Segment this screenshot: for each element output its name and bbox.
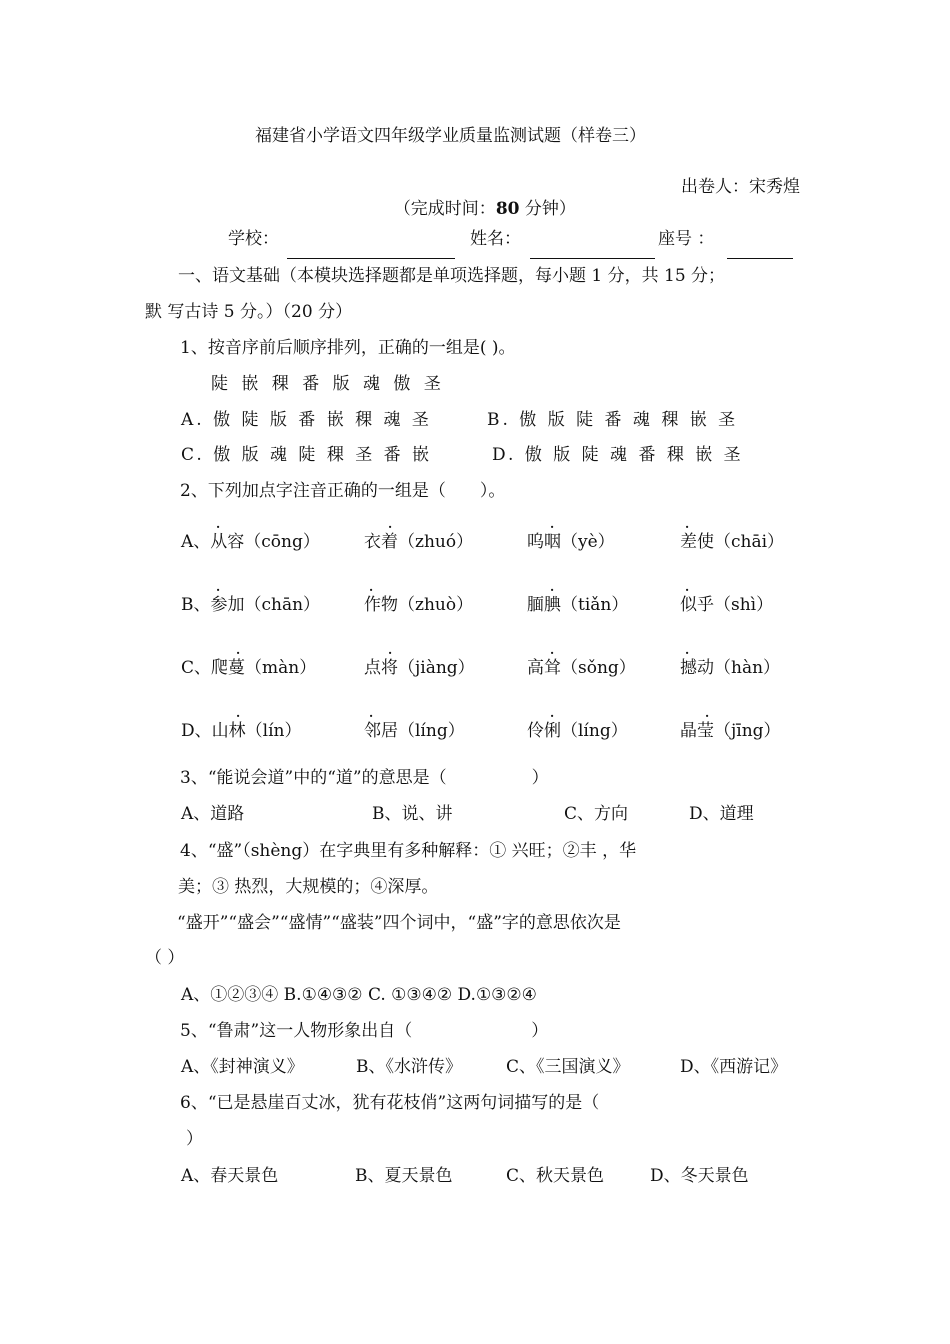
section-heading-line1: 一、语文基础（本模块选择题都是单项选择题，每小题 1 分，共 15 分； [178, 266, 726, 286]
emphasis-dot: . [550, 580, 555, 594]
q6-stem: 6、“已是悬崖百丈冰，犹有花枝俏”这两句词描写的是（ [180, 1093, 600, 1113]
q6-option-c: C、秋天景色 [506, 1166, 605, 1186]
q1-chars: 陡 嵌 稞 番 版 魂 傲 圣 [211, 374, 445, 394]
q6-option-a: A、春天景色 [181, 1166, 279, 1186]
page-title: 福建省小学语文四年级学业质量监测试题（样卷三） [255, 126, 646, 146]
emphasis-dot: . [236, 643, 241, 657]
time-value: 80 [495, 199, 520, 219]
q5-option-b: B、《水浒传》 [356, 1057, 462, 1077]
q2-row-a-item-2: 衣着（zhuó） [364, 532, 474, 552]
q2-row-c-item-2: 点将（jiàng） [364, 658, 475, 678]
name-label: 姓名： [470, 229, 521, 249]
emphasis-dot: . [236, 706, 241, 720]
q1-option-a: A. 傲 陡 版 番 嵌 稞 魂 圣 [181, 410, 432, 430]
q2-row-c-item-1: C、爬蔓（màn） [181, 658, 317, 678]
emphasis-dot: . [388, 643, 393, 657]
q3-option-c: C、方向 [564, 804, 629, 824]
q4-stem-line2: 美；③ 热烈，大规模的；④深厚。 [178, 877, 439, 897]
q2-row-a-item-4: 差使（chāi） [680, 532, 785, 552]
q2-row-b-item-1: B、参加（chān） [181, 595, 321, 615]
q3-option-a: A、道路 [181, 804, 245, 824]
school-blank[interactable] [287, 258, 455, 259]
q5-option-c: C、《三国演义》 [506, 1057, 630, 1077]
emphasis-dot: . [369, 580, 374, 594]
emphasis-dot: . [550, 517, 555, 531]
q3-stem: 3、“能说会道”中的“道”的意思是（ ） [180, 768, 549, 788]
emphasis-dot: . [216, 580, 221, 594]
emphasis-dot: . [685, 580, 690, 594]
q2-row-d-item-1: D、山林（lín） [181, 721, 302, 741]
q1-option-c: C. 傲 版 魂 陡 稞 圣 番 嵌 [181, 445, 433, 465]
q2-stem: 2、下列加点字注音正确的一组是（ ）。 [180, 481, 506, 501]
q2-row-d-item-3: 伶俐（líng） [527, 721, 628, 741]
q3-option-d: D、道理 [689, 804, 754, 824]
emphasis-dot: . [550, 643, 555, 657]
q4-stem-line3: “盛开”“盛会”“盛情”“盛装”四个词中，“盛”字的意思依次是 [177, 913, 621, 933]
q1-stem: 1、按音序前后顺序排列，正确的一组是( )。 [180, 338, 516, 358]
q1-option-d: D. 傲 版 陡 魂 番 稞 嵌 圣 [492, 445, 744, 465]
q3-option-b: B、说、讲 [372, 804, 453, 824]
emphasis-dot: . [369, 706, 374, 720]
emphasis-dot: . [388, 517, 393, 531]
q5-stem: 5、“鲁肃”这一人物形象出自（ ） [180, 1021, 549, 1041]
name-blank[interactable] [530, 258, 655, 259]
q2-row-c-item-4: 撼动（hàn） [680, 658, 781, 678]
seat-label: 座号 ： [658, 229, 715, 249]
q2-row-a-item-3: 呜咽（yè） [527, 532, 615, 552]
q2-row-b-item-4: 似乎（shì） [680, 595, 774, 615]
q2-row-b-item-3: 腼腆（tiǎn） [527, 595, 629, 615]
author-info: 出卷人：宋秀煌 [681, 177, 800, 197]
q5-option-d: D、《西游记》 [680, 1057, 788, 1077]
q5-option-a: A、《封神演义》 [181, 1057, 304, 1077]
emphasis-dot: . [550, 706, 555, 720]
emphasis-dot: . [685, 643, 690, 657]
q2-row-a-item-1: A、从容（cōng） [181, 532, 320, 552]
q6-stem-close: ） [186, 1129, 203, 1149]
q2-row-b-item-2: 作物（zhuò） [364, 595, 474, 615]
q2-row-c-item-3: 高耸（sǒng） [527, 658, 636, 678]
q4-stem-line1: 4、“盛”（shèng）在字典里有多种解释：① 兴旺；②丰 ，华 [180, 841, 637, 861]
time-prefix: （完成时间： [393, 199, 496, 219]
q4-stem-line4: （ ） [145, 948, 185, 968]
q6-option-d: D、冬天景色 [650, 1166, 749, 1186]
seat-blank[interactable] [727, 258, 793, 259]
q6-option-b: B、夏天景色 [355, 1166, 453, 1186]
q4-options: A、①②③④ B.①④③② C. ①③④② D.①③②④ [181, 985, 537, 1005]
time-suffix: 分钟） [519, 199, 576, 219]
q2-row-d-item-4: 晶莹（jīng） [680, 721, 781, 741]
emphasis-dot: . [705, 706, 710, 720]
time-info [383, 176, 576, 220]
emphasis-dot: . [216, 517, 221, 531]
school-label: 学校： [228, 229, 279, 249]
emphasis-dot: . [685, 517, 690, 531]
q1-option-b: B. 傲 版 陡 番 魂 稞 嵌 圣 [487, 410, 739, 430]
q2-row-d-item-2: 邻居（líng） [364, 721, 465, 741]
section-heading-line2: 默 写古诗 5 分。）（20 分） [145, 302, 353, 322]
